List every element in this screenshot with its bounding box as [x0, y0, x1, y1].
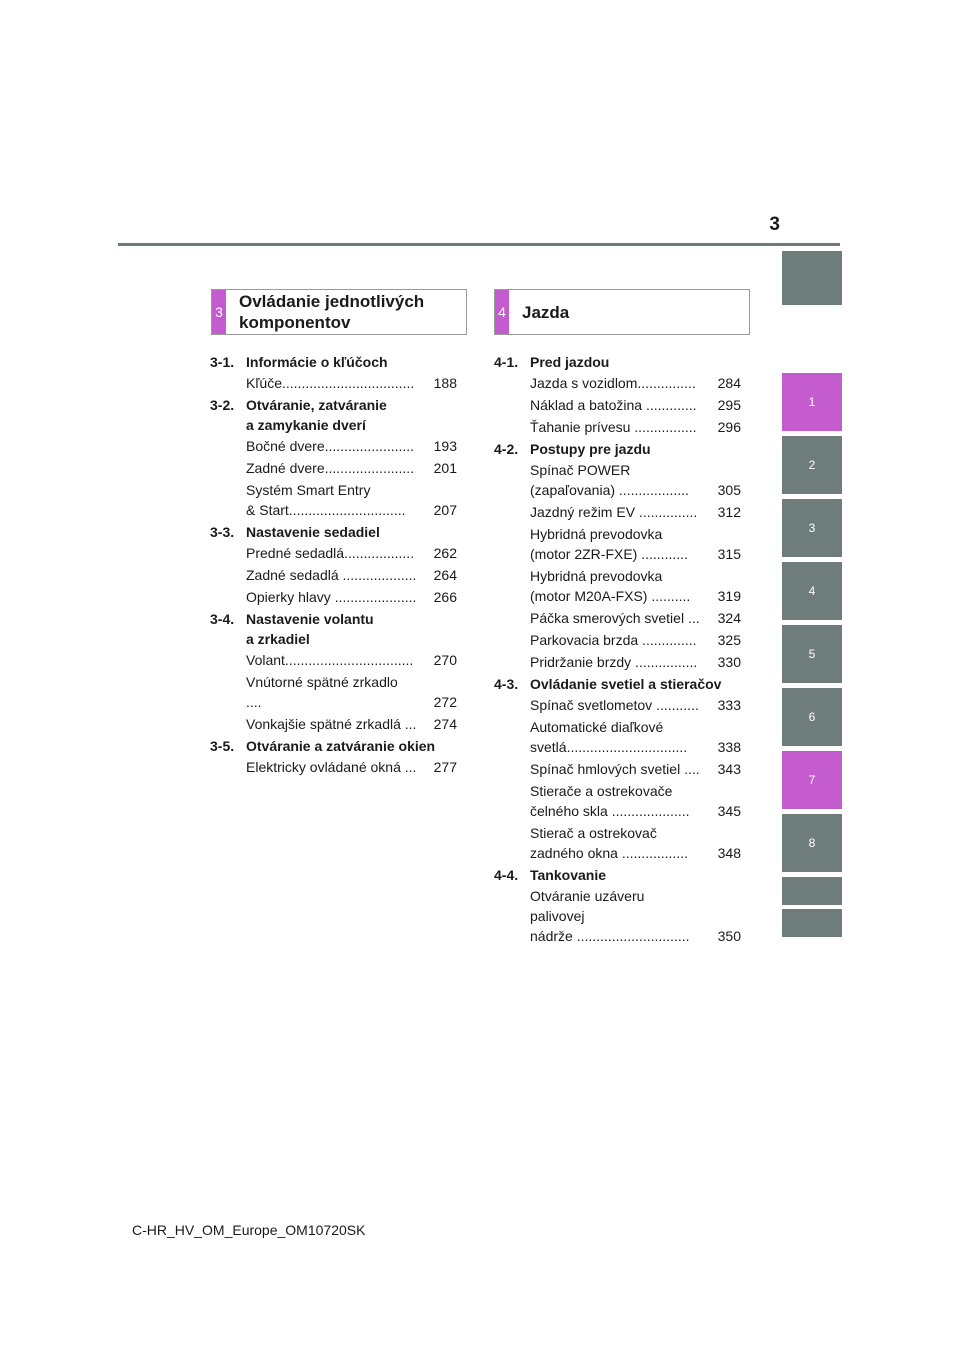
entry-page-number: 277	[433, 759, 457, 775]
toc-entry[interactable]	[210, 565, 457, 585]
toc-entry[interactable]	[494, 460, 741, 500]
toc-group-heading[interactable]	[210, 609, 457, 649]
toc-entry[interactable]	[494, 759, 741, 779]
toc-entry[interactable]	[494, 395, 741, 415]
entry-page-number: 272	[433, 694, 457, 710]
entry-title: Opierky hlavy .....................	[246, 589, 417, 605]
side-tab-7[interactable]: 7	[782, 751, 842, 809]
section-number: 3	[212, 290, 226, 334]
side-tab-1[interactable]: 1	[782, 373, 842, 431]
entry-page-number: 284	[717, 375, 741, 391]
section-title: Ovládanie jednotlivých komponentov	[239, 292, 425, 332]
entry-title: Spínač hmlových svetiel ....	[530, 761, 700, 777]
entry-page-number: 274	[433, 716, 457, 732]
toc-group-heading[interactable]	[210, 522, 457, 542]
entry-page-number: 264	[433, 567, 457, 583]
section-header-3	[211, 289, 467, 335]
toc-group-heading[interactable]	[494, 674, 741, 694]
toc-entry[interactable]	[210, 587, 457, 607]
toc-group	[494, 352, 741, 437]
toc-entry[interactable]	[494, 524, 741, 564]
toc-entry[interactable]	[494, 886, 741, 946]
toc-group	[494, 674, 741, 863]
group-title: Nastavenie volantu a zrkadiel	[246, 611, 374, 647]
side-tab-5[interactable]: 5	[782, 625, 842, 683]
entry-page-number: 207	[433, 502, 457, 518]
entry-page-number: 324	[717, 610, 741, 626]
toc-entry[interactable]	[494, 502, 741, 522]
entry-title: Automatické diaľkové svetlá...............................	[530, 719, 688, 755]
entry-title: Spínač svetlometov ...........	[530, 697, 699, 713]
entry-title: Spínač POWER (zapaľovania) ..................	[530, 462, 689, 498]
toc-column-3	[210, 352, 457, 779]
group-title: Pred jazdou	[530, 354, 610, 370]
entry-title: Hybridná prevodovka (motor M20A-FXS) ..........	[530, 568, 691, 604]
toc-entry[interactable]	[494, 695, 741, 715]
group-number: 3-5.	[210, 738, 235, 754]
toc-entry[interactable]	[210, 650, 457, 670]
entry-page-number: 188	[433, 375, 457, 391]
toc-entry[interactable]	[494, 417, 741, 437]
entry-page-number: 270	[433, 652, 457, 668]
group-number: 4-3.	[494, 676, 519, 692]
toc-entry[interactable]	[210, 757, 457, 777]
toc-group-heading[interactable]	[494, 439, 741, 459]
entry-page-number: 305	[717, 482, 741, 498]
entry-title: Jazdný režim EV ...............	[530, 504, 698, 520]
toc-group-heading[interactable]	[210, 395, 457, 435]
entry-page-number: 325	[717, 632, 741, 648]
toc-entry[interactable]	[494, 608, 741, 628]
entry-title: Bočné dvere.......................	[246, 438, 415, 454]
side-tab-6[interactable]: 6	[782, 688, 842, 746]
footer-code: C-HR_HV_OM_Europe_OM10720SK	[132, 1222, 366, 1238]
entry-page-number: 343	[717, 761, 741, 777]
entry-page-number: 350	[717, 928, 741, 944]
entry-title: Ťahanie prívesu ................	[530, 419, 697, 435]
entry-title: Systém Smart Entry & Start..............................	[246, 482, 406, 518]
side-tab-3[interactable]: 3	[782, 499, 842, 557]
entry-title: Zadné sedadlá ...................	[246, 567, 417, 583]
entry-title: Stierače a ostrekovače čelného skla ....................	[530, 783, 690, 819]
toc-entry[interactable]	[494, 630, 741, 650]
top-rule	[118, 243, 840, 246]
entry-page-number: 315	[717, 546, 741, 562]
entry-title: Parkovacia brzda ..............	[530, 632, 697, 648]
entry-title: Elektricky ovládané okná ...	[246, 759, 417, 775]
entry-title: Jazda s vozidlom...............	[530, 375, 696, 391]
toc-entry[interactable]	[210, 714, 457, 734]
group-number: 3-4.	[210, 611, 235, 627]
toc-entry[interactable]	[494, 373, 741, 393]
side-tab-8[interactable]: 8	[782, 814, 842, 872]
entry-title: Volant.................................	[246, 652, 414, 668]
toc-group-heading[interactable]	[494, 352, 741, 372]
group-number: 4-4.	[494, 867, 519, 883]
toc-entry[interactable]	[210, 436, 457, 456]
toc-entry[interactable]	[210, 672, 457, 712]
entry-title: Zadné dvere.......................	[246, 460, 415, 476]
entry-page-number: 333	[717, 697, 741, 713]
entry-page-number: 193	[433, 438, 457, 454]
entry-page-number: 319	[717, 588, 741, 604]
toc-entry[interactable]	[210, 480, 457, 520]
entry-page-number: 338	[717, 739, 741, 755]
entry-title: Vnútorné spätné zrkadlo ....	[246, 674, 398, 710]
group-title: Postupy pre jazdu	[530, 441, 651, 457]
toc-entry[interactable]	[494, 823, 741, 863]
entry-title: Náklad a batožina .............	[530, 397, 697, 413]
group-number: 3-2.	[210, 397, 235, 413]
toc-group	[494, 439, 741, 672]
toc-group	[210, 609, 457, 734]
side-tab-blank[interactable]	[782, 251, 842, 305]
entry-title: Hybridná prevodovka (motor 2ZR-FXE) ............	[530, 526, 688, 562]
side-tab-blank[interactable]	[782, 909, 842, 937]
entry-page-number: 262	[433, 545, 457, 561]
group-number: 4-2.	[494, 441, 519, 457]
entry-page-number: 201	[433, 460, 457, 476]
toc-group-heading[interactable]	[210, 736, 457, 756]
group-title: Tankovanie	[530, 867, 606, 883]
entry-title: Vonkajšie spätné zrkadlá ...	[246, 716, 417, 732]
entry-page-number: 312	[717, 504, 741, 520]
toc-group-heading[interactable]	[210, 352, 457, 372]
toc-group	[210, 352, 457, 393]
toc-entry[interactable]	[210, 543, 457, 563]
group-number: 3-1.	[210, 354, 235, 370]
toc-column-4	[494, 352, 741, 948]
entry-title: Kľúče..................................	[246, 375, 415, 391]
entry-title: Otváranie uzáveru palivovej nádrže .............................	[530, 888, 690, 944]
entry-title: Páčka smerových svetiel ...	[530, 610, 700, 626]
page-number: 3	[769, 214, 780, 235]
toc-entry[interactable]	[494, 717, 741, 757]
toc-entry[interactable]	[494, 652, 741, 672]
entry-page-number: 345	[717, 803, 741, 819]
entry-page-number: 296	[717, 419, 741, 435]
section-title: Jazda	[522, 302, 570, 322]
entry-title: Predné sedadlá..................	[246, 545, 415, 561]
entry-page-number: 266	[433, 589, 457, 605]
side-tab-2[interactable]: 2	[782, 436, 842, 494]
toc-entry[interactable]	[494, 781, 741, 821]
group-number: 3-3.	[210, 524, 235, 540]
group-title: Otváranie, zatváranie a zamykanie dverí	[246, 397, 387, 433]
group-title: Nastavenie sedadiel	[246, 524, 380, 540]
group-title: Informácie o kľúčoch	[246, 354, 388, 370]
entry-title: Pridržanie brzdy ................	[530, 654, 698, 670]
group-title: Otváranie a zatváranie okien	[246, 738, 436, 754]
group-number: 4-1.	[494, 354, 519, 370]
toc-group	[210, 736, 457, 777]
group-title: Ovládanie svetiel a stieračov	[530, 676, 722, 692]
entry-page-number: 295	[717, 397, 741, 413]
entry-page-number: 330	[717, 654, 741, 670]
entry-title: Stierač a ostrekovač zadného okna .................	[530, 825, 688, 861]
toc-entry[interactable]	[210, 373, 457, 393]
toc-group	[210, 395, 457, 520]
section-header-4	[494, 289, 750, 335]
toc-entry[interactable]	[494, 566, 741, 606]
toc-entry[interactable]	[210, 458, 457, 478]
section-number: 4	[495, 290, 509, 334]
entry-page-number: 348	[717, 845, 741, 861]
toc-group	[494, 865, 741, 946]
toc-group	[210, 522, 457, 607]
side-tab-4[interactable]: 4	[782, 562, 842, 620]
toc-group-heading[interactable]	[494, 865, 741, 885]
side-tab-blank[interactable]	[782, 877, 842, 905]
